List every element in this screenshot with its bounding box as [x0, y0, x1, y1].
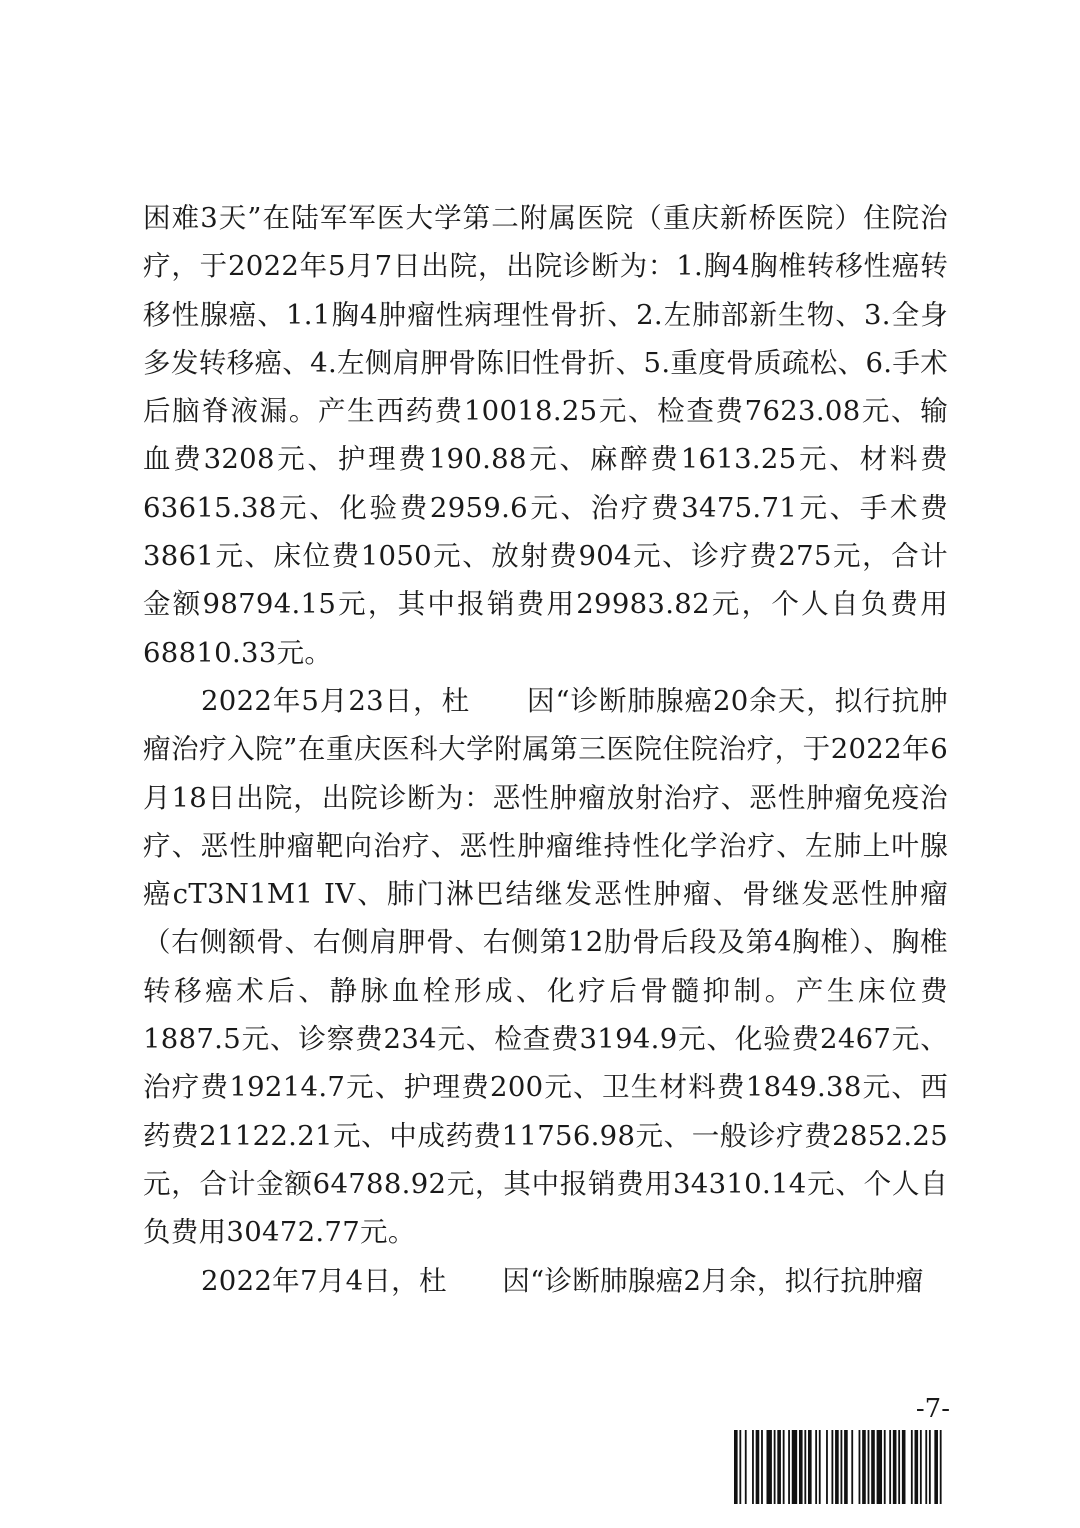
barcode-bar	[766, 1430, 771, 1504]
barcode-bar	[898, 1430, 900, 1504]
page-number: -7-	[915, 1394, 950, 1424]
barcode-bar	[835, 1430, 839, 1504]
barcode-bar	[925, 1430, 927, 1504]
barcode-bar	[868, 1430, 870, 1504]
paragraph-hospital-stay-july: 2022年7月4日，杜 因“诊断肺腺癌2月余，拟行抗肿瘤	[201, 1264, 924, 1297]
barcode-bar	[819, 1430, 821, 1504]
barcode-bar	[841, 1430, 843, 1504]
paragraph-hospital-stay-third-affiliated: 2022年5月23日，杜 因“诊断肺腺癌20余天，拟行抗肿瘤治疗入院”在重庆医科大学附属第三医院住院治疗，于2022年6月18日出院，出院诊断为：恶性肿瘤放射治疗、恶性肿瘤免疫治疗、恶性肿瘤靶向治疗、恶性肿瘤维持性化学治疗、左肺上叶腺癌cT3N1M1 IV、肺门淋巴结继发恶性肿瘤、骨继发恶性肿瘤（右侧额骨、右侧肩胛骨、右侧第12肋骨后段及第4胸椎）、胸椎转移癌术后、静脉血栓形成、化疗后骨髓抑制。产生床位费1887.5元、诊察费234元、检查费3194.9元、化验费2467元、治疗费19214.7元、护理费200元、卫生材料费1849.38元、西药费21122.21元、中成药费11756.98元、一般诊疗费2852.25元，合计金额64788.92元，其中报销费用34310.14元、个人自负费用30472.77元。	[143, 684, 948, 1249]
barcode-bar	[929, 1430, 931, 1504]
barcode-bar	[893, 1430, 897, 1504]
barcode-bar	[734, 1430, 738, 1504]
barcode-bar	[915, 1430, 919, 1504]
barcode-bar	[862, 1430, 866, 1504]
barcode-bar	[877, 1430, 882, 1504]
barcode-bar	[745, 1430, 747, 1504]
barcode	[734, 1430, 947, 1504]
barcode-bar	[911, 1430, 913, 1504]
barcode-bar	[851, 1430, 853, 1504]
barcode-bar	[934, 1430, 938, 1504]
barcode-bar	[752, 1430, 754, 1504]
barcode-bar	[859, 1430, 861, 1504]
barcode-bar	[940, 1430, 942, 1504]
barcode-bar	[761, 1430, 763, 1504]
paragraph-hospital-stay-xinqiao: 困难3天”在陆军军医大学第二附属医院（重庆新桥医院）住院治疗，于2022年5月7日出院，出院诊断为：1.胸4胸椎转移性癌转移性腺癌、1.1胸4肿瘤性病理性骨折、2.左肺部新生物、3.全身多发转移癌、4.左侧肩胛骨陈旧性骨折、5.重度骨质疏松、6.手术后脑脊液漏。产生西药费10018.25元、检查费7623.08元、输血费3208元、护理费190.88元、麻醉费1613.25元、材料费63615.38元、化验费2959.6元、治疗费3475.71元、手术费3861元、床位费1050元、放射费904元、诊疗费275元，合计金额98794.15元，其中报销费用29983.82元，个人自负费用68810.33元。	[143, 202, 948, 669]
barcode-bar	[815, 1430, 817, 1504]
barcode-bar	[844, 1430, 848, 1504]
barcode-bar	[920, 1430, 922, 1504]
barcode-bar	[792, 1430, 797, 1504]
document-body	[143, 194, 948, 1305]
barcode-bar	[783, 1430, 785, 1504]
barcode-bar	[808, 1430, 812, 1504]
barcode-bar	[799, 1430, 803, 1504]
barcode-bar	[831, 1430, 833, 1504]
barcode-bar	[884, 1430, 886, 1504]
barcode-bar	[788, 1430, 790, 1504]
barcode-bar	[889, 1430, 891, 1504]
barcode-bar	[774, 1430, 776, 1504]
barcode-bar	[739, 1430, 741, 1504]
barcode-bar	[777, 1430, 781, 1504]
barcode-bar	[826, 1430, 828, 1504]
barcode-bar	[756, 1430, 760, 1504]
barcode-bar	[871, 1430, 875, 1504]
barcode-bar	[804, 1430, 806, 1504]
barcode-bar	[902, 1430, 906, 1504]
